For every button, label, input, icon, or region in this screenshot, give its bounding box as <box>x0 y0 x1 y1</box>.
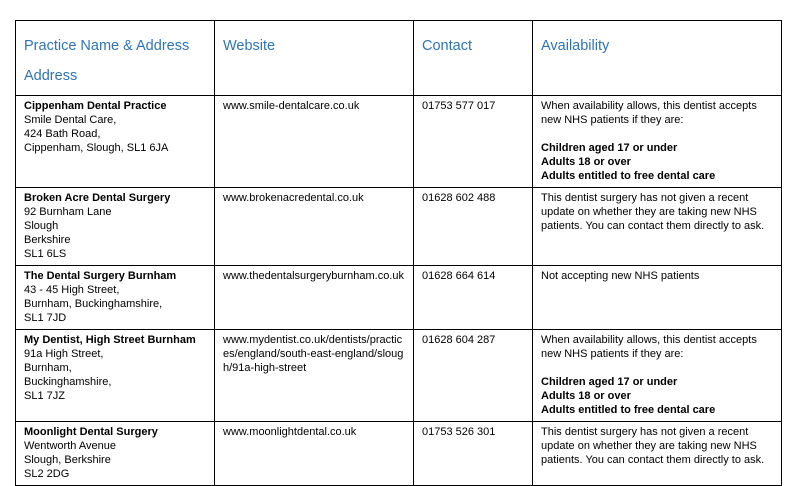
eligibility-item: Adults 18 or over <box>541 156 631 168</box>
website-link[interactable]: www.moonlightdental.co.uk <box>215 422 414 486</box>
availability-cell <box>533 330 782 422</box>
availability-text: When availability allows, this dentist accepts new NHS patients if they are: <box>541 100 757 126</box>
address-line: Buckinghamshire, <box>24 376 112 388</box>
address-line: 92 Burnham Lane <box>24 206 112 218</box>
header-website: Website <box>215 21 414 96</box>
practice-cell <box>16 422 215 486</box>
practice-cell <box>16 188 215 266</box>
practice-name: My Dentist, High Street Burnham <box>24 334 196 346</box>
header-contact: Contact <box>414 21 533 96</box>
header-practice-name-address: Practice Name & Address Address <box>16 21 215 96</box>
practice-cell <box>16 330 215 422</box>
contact-phone: 01753 526 301 <box>414 422 533 486</box>
address-line: Berkshire <box>24 234 71 246</box>
website-link[interactable]: www.thedentalsurgeryburnham.co.uk <box>215 266 414 330</box>
address-line: Wentworth Avenue <box>24 440 116 452</box>
eligibility-item: Children aged 17 or under <box>541 142 678 154</box>
address-line: Burnham, Buckinghamshire, <box>24 298 163 310</box>
eligibility-item: Adults entitled to free dental care <box>541 404 716 416</box>
contact-phone: 01628 604 287 <box>414 330 533 422</box>
availability-text: This dentist surgery has not given a recent update on whether they are taking new NHS patients. You can contact them directly to ask. <box>541 426 765 466</box>
address-line: SL2 2DG <box>24 468 70 480</box>
address-line: SL1 6LS <box>24 248 67 260</box>
table-header-row <box>16 21 782 96</box>
table-row <box>16 422 782 486</box>
address-line: SL1 7JD <box>24 312 67 324</box>
address-line: Smile Dental Care, <box>24 114 117 126</box>
availability-cell <box>533 188 782 266</box>
availability-cell <box>533 266 782 330</box>
availability-text: This dentist surgery has not given a recent update on whether they are taking new NHS patients. You can contact them directly to ask. <box>541 192 765 232</box>
address-line: SL1 7JZ <box>24 390 65 402</box>
table-row <box>16 266 782 330</box>
address-line: Slough <box>24 220 59 232</box>
table-row <box>16 188 782 266</box>
availability-text: When availability allows, this dentist accepts new NHS patients if they are: <box>541 334 757 360</box>
table-row <box>16 96 782 188</box>
header-availability: Availability <box>533 21 782 96</box>
practice-cell <box>16 266 215 330</box>
address-line: Burnham, <box>24 362 72 374</box>
availability-cell <box>533 96 782 188</box>
website-link[interactable]: www.mydentist.co.uk/dentists/practices/england/south-east-england/slough/91a-high-street <box>215 330 414 422</box>
table-row <box>16 330 782 422</box>
practice-cell <box>16 96 215 188</box>
practice-name: The Dental Surgery Burnham <box>24 270 177 282</box>
address-line: 43 - 45 High Street, <box>24 284 120 296</box>
address-line: 424 Bath Road, <box>24 128 101 140</box>
availability-cell <box>533 422 782 486</box>
address-line: Slough, Berkshire <box>24 454 111 466</box>
practice-name: Cippenham Dental Practice <box>24 100 167 112</box>
dental-practices-table <box>15 20 782 486</box>
practice-name: Moonlight Dental Surgery <box>24 426 158 438</box>
address-line: Cippenham, Slough, SL1 6JA <box>24 142 169 154</box>
availability-text: Not accepting new NHS patients <box>541 270 700 282</box>
website-link[interactable]: www.smile-dentalcare.co.uk <box>215 96 414 188</box>
eligibility-item: Adults 18 or over <box>541 390 631 402</box>
website-link[interactable]: www.brokenacredental.co.uk <box>215 188 414 266</box>
contact-phone: 01628 602 488 <box>414 188 533 266</box>
contact-phone: 01753 577 017 <box>414 96 533 188</box>
address-line: 91a High Street, <box>24 348 104 360</box>
eligibility-item: Adults entitled to free dental care <box>541 170 716 182</box>
contact-phone: 01628 664 614 <box>414 266 533 330</box>
eligibility-item: Children aged 17 or under <box>541 376 678 388</box>
practice-name: Broken Acre Dental Surgery <box>24 192 171 204</box>
